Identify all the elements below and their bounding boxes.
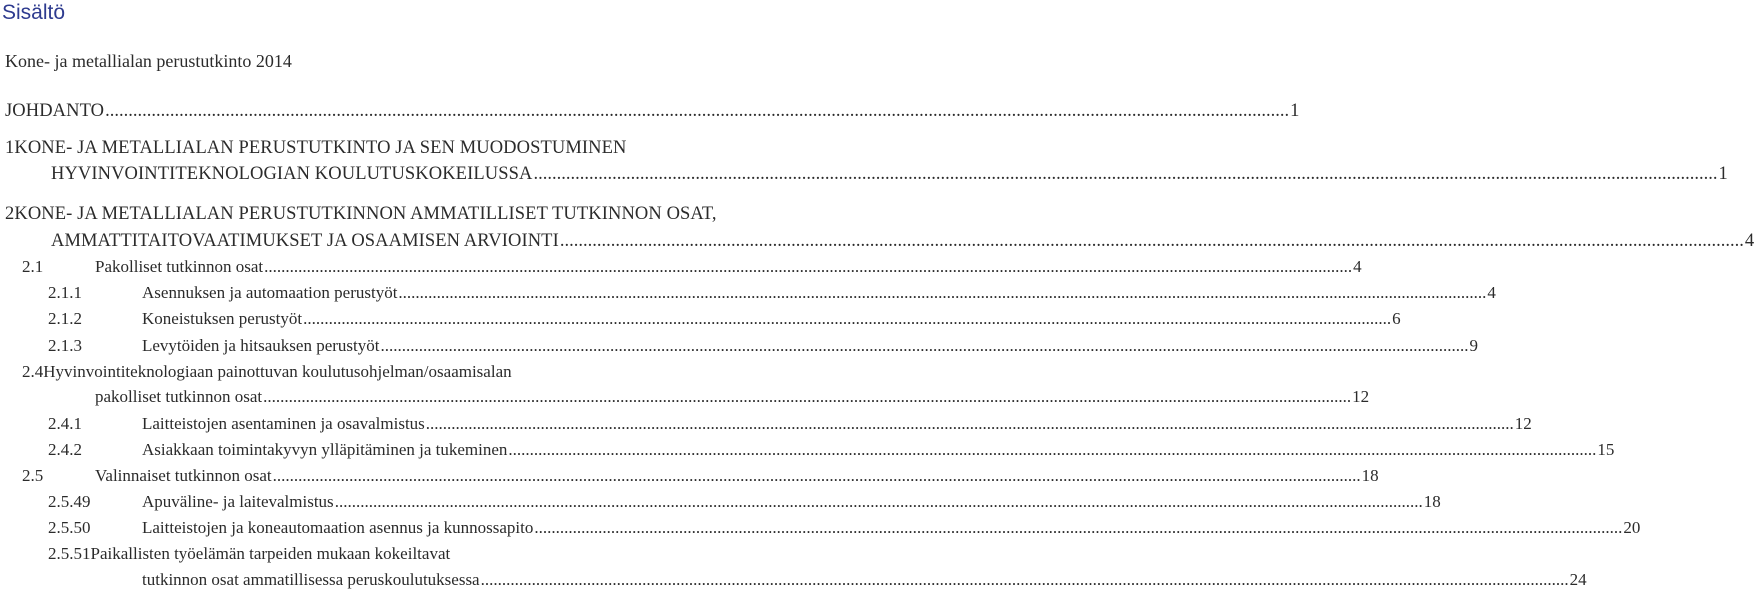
toc-entry-number: 2.5 <box>22 466 44 485</box>
toc-entry-2[interactable] <box>51 229 1754 254</box>
toc-entry-2-4-1[interactable] <box>48 413 1532 435</box>
toc-entry-2-5-51-line1[interactable] <box>48 543 450 565</box>
toc-entry-2-1-3[interactable] <box>48 335 1478 357</box>
toc-entry-title: JOHDANTO <box>5 101 105 121</box>
dot-leader <box>508 439 1596 461</box>
toc-entry-number: 2.4.2 <box>48 440 82 459</box>
toc-page-number: 6 <box>1392 309 1401 328</box>
toc-entry-number: 2.4 <box>22 362 44 381</box>
toc-entry-title-cont: HYVINVOINTITEKNOLOGIAN KOULUTUSKOKEILUSSA <box>51 164 533 184</box>
dot-leader <box>380 335 1468 357</box>
dot-leader <box>560 229 1744 254</box>
toc-entry-title-cont: pakolliset tutkinnon osat <box>95 387 263 406</box>
dot-leader <box>398 282 1486 304</box>
toc-page-number: 15 <box>1597 440 1615 459</box>
toc-entry-number: 2.1 <box>22 257 44 276</box>
toc-entry-title-cont: tutkinnon osat ammatillisessa peruskoulutuksessa <box>142 570 480 589</box>
toc-page-number: 12 <box>1514 414 1532 433</box>
toc-entry-2-1[interactable] <box>22 256 1362 278</box>
toc-page-number: 9 <box>1469 336 1478 355</box>
toc-entry-2-4-2[interactable] <box>48 439 1615 461</box>
toc-entry-title: KONE- JA METALLIALAN PERUSTUTKINTO JA SEN MUODOSTUMINEN <box>14 138 627 158</box>
toc-entry-title: Hyvinvointiteknologiaan painottuvan koulutusohjelman/osaamisalan <box>43 362 512 381</box>
toc-entry-2-1-2[interactable] <box>48 308 1401 330</box>
toc-page-number: 4 <box>1353 257 1362 276</box>
toc-entry-title: KONE- JA METALLIALAN PERUSTUTKINNON AMMATILLISET TUTKINNON OSAT, <box>14 204 717 224</box>
toc-entry-number: 2.1.2 <box>48 309 82 328</box>
toc-page-number: 24 <box>1569 570 1587 589</box>
dot-leader <box>105 99 1289 124</box>
toc-entry-title: Asiakkaan toimintakyvyn ylläpitäminen ja tukeminen <box>142 440 508 459</box>
dot-leader <box>273 465 1361 487</box>
toc-entry-2-4-line1[interactable] <box>22 361 512 383</box>
toc-entry-title: Valinnaiset tutkinnon osat <box>95 466 272 485</box>
toc-page-number: 1 <box>1718 164 1728 184</box>
toc-entry-title-cont: AMMATTITAITOVAATIMUKSET JA OSAAMISEN ARVIOINTI <box>51 231 559 251</box>
toc-entry-2-1-1[interactable] <box>48 282 1496 304</box>
toc-entry-title: Koneistuksen perustyöt <box>142 309 303 328</box>
dot-leader <box>481 569 1569 591</box>
toc-entry-title: Paikallisten työelämän tarpeiden mukaan kokeiltavat <box>90 544 451 563</box>
toc-entry-title: Levytöiden ja hitsauksen perustyöt <box>142 336 380 355</box>
toc-entry-number: 2.4.1 <box>48 414 82 433</box>
toc-page-number: 18 <box>1423 492 1441 511</box>
toc-page-number: 1 <box>1290 101 1300 121</box>
toc-entry-1-line1[interactable] <box>5 136 626 161</box>
page-title: Sisältö <box>2 1 66 24</box>
dot-leader <box>426 413 1514 435</box>
dot-leader <box>303 308 1391 330</box>
toc-entry-title: Asennuksen ja automaation perustyöt <box>142 283 398 302</box>
toc-entry-title: Laitteistojen ja koneautomaation asennus ja kunnossapito <box>142 518 534 537</box>
dot-leader <box>335 491 1423 513</box>
toc-entry-2-line1[interactable] <box>5 202 717 227</box>
toc-entry-number: 2.5.49 <box>48 492 91 511</box>
toc-entry-2-5[interactable] <box>22 465 1379 487</box>
dot-leader <box>533 162 1717 187</box>
toc-entry-1[interactable] <box>51 162 1728 187</box>
toc-entry-number: 2.1.3 <box>48 336 82 355</box>
toc-entry-2-5-50[interactable] <box>48 517 1641 539</box>
toc-entry-2-5-49[interactable] <box>48 491 1441 513</box>
toc-entry-2-4[interactable] <box>95 386 1370 408</box>
dot-leader <box>534 517 1622 539</box>
toc-entry-number: 1 <box>5 138 15 158</box>
toc-page-number: 4 <box>1487 283 1496 302</box>
toc-page-number: 12 <box>1352 387 1370 406</box>
toc-entry-number: 2.5.51 <box>48 544 91 563</box>
toc-page-number: 18 <box>1361 466 1379 485</box>
toc-entry-title: Laitteistojen asentaminen ja osavalmistus <box>142 414 425 433</box>
dot-leader <box>264 256 1352 278</box>
document-subtitle: Kone- ja metallialan perustutkinto 2014 <box>5 51 292 71</box>
toc-entry-johdanto[interactable] <box>5 99 1300 124</box>
toc-entry-title: Apuväline- ja laitevalmistus <box>142 492 334 511</box>
toc-page-number: 4 <box>1744 231 1754 251</box>
toc-page-number: 20 <box>1623 518 1641 537</box>
toc-entry-number: 2.1.1 <box>48 283 82 302</box>
toc-entry-title: Pakolliset tutkinnon osat <box>95 257 264 276</box>
toc-entry-number: 2.5.50 <box>48 518 91 537</box>
toc-entry-number: 2 <box>5 204 15 224</box>
dot-leader <box>263 386 1351 408</box>
toc-entry-2-5-51[interactable] <box>142 569 1587 591</box>
